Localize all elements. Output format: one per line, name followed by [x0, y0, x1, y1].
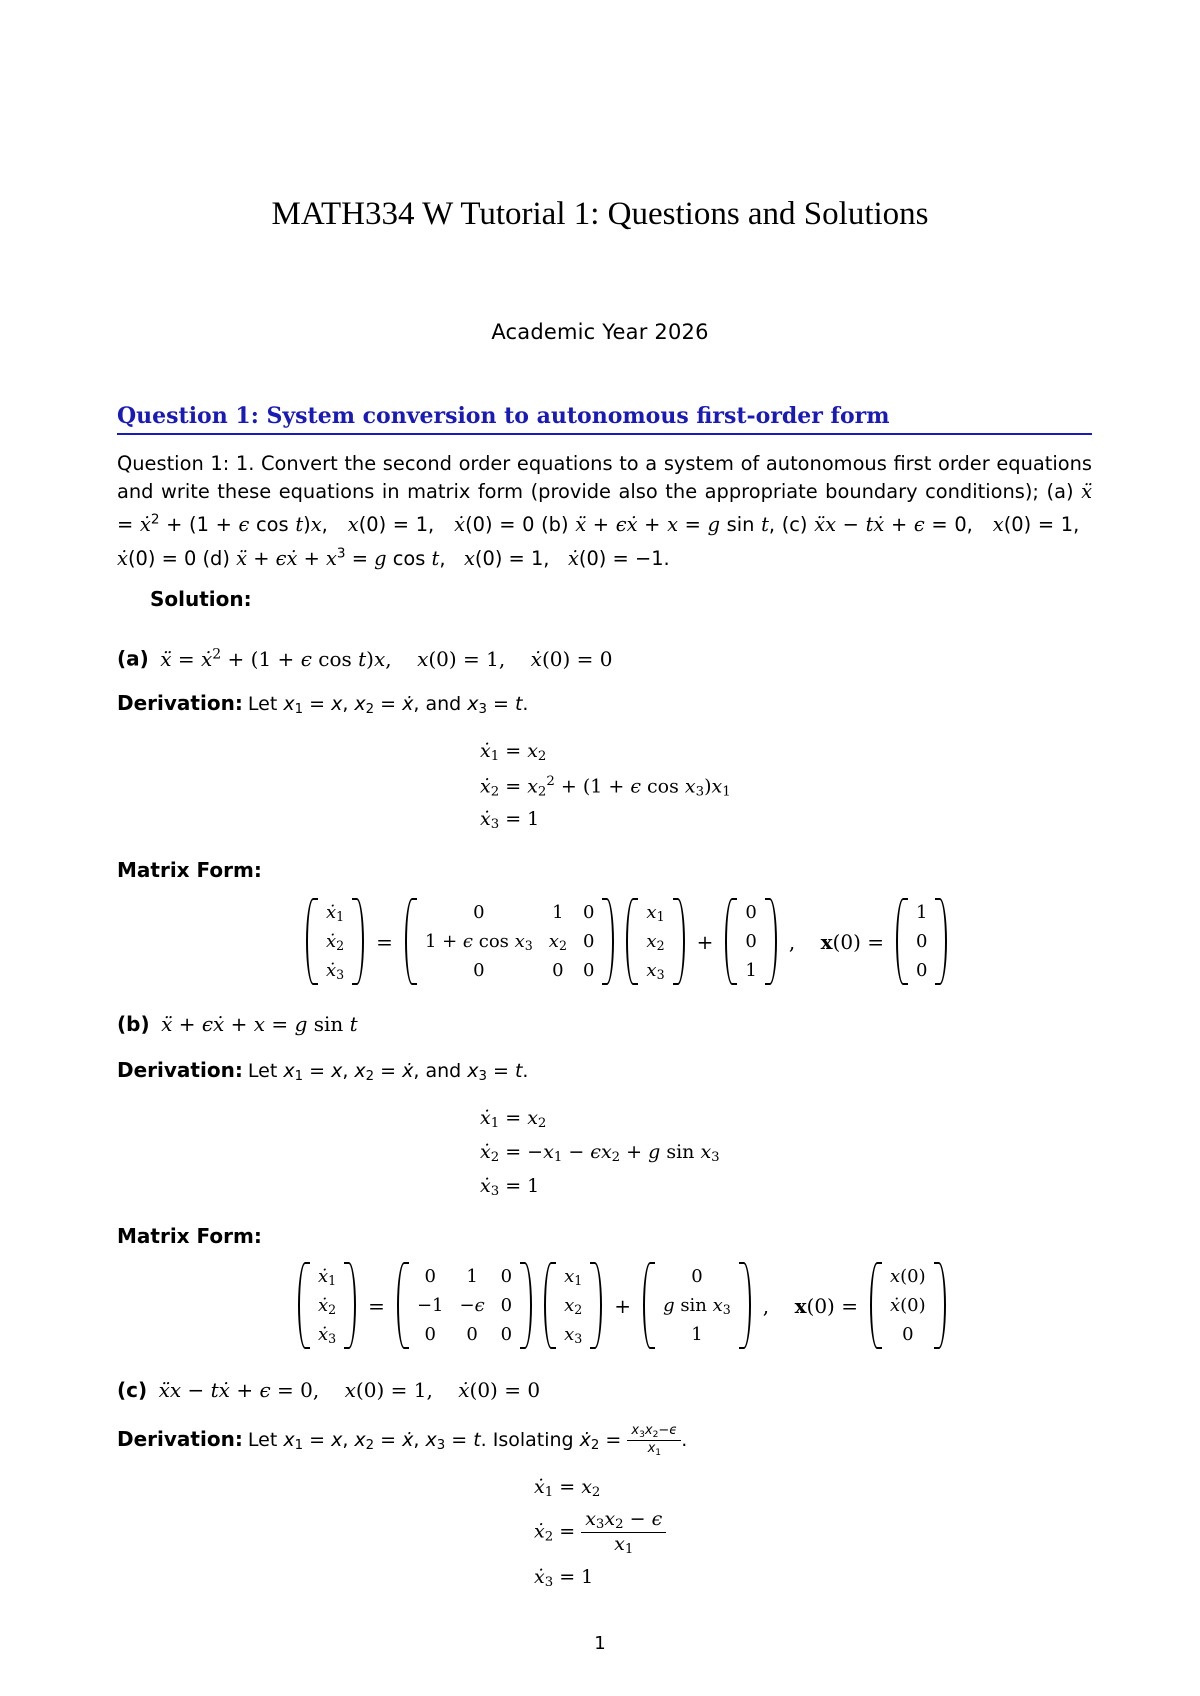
state-vector: $x_1$ $x_2$ $x_3$ [544, 1262, 602, 1349]
part-c-eq3: ẋ$_3$ = 1 [534, 1566, 594, 1590]
part-c-eq1: ẋ$_1$ = $x_2$ [534, 1476, 601, 1500]
initial-condition-vector: 1 0 0 [896, 898, 947, 985]
derivation-text: Let $x_1 = x$, $x_2$ = ẋ, $x_3 = t$. Isolating ẋ$_2$ = $\frac{x_3x_2-\epsilon}{x_1}$ . [247, 1423, 688, 1458]
derivation-label: Derivation: [117, 1058, 243, 1082]
page-subtitle: Academic Year 2026 [491, 320, 709, 344]
part-a-equation: ẍ = ẋ$^2$ + (1 + ϵ cos t)x, x(0) = 1, ẋ(0) = 0 [160, 646, 613, 671]
part-b-matrix-label: Matrix Form: [117, 1224, 262, 1248]
forcing-vector: 0 g $\sin x_3$ 1 [643, 1262, 751, 1349]
part-b-equation: ẍ + ϵẋ + x = g sin t [161, 1012, 358, 1036]
page-title: MATH334 W Tutorial 1: Questions and Solutions [271, 196, 929, 232]
question-text: 1. Convert the second order equations to a system of autonomous first order equations and write these equations in matrix form (provide also the appropriate boundary conditions); (a) [117, 452, 1092, 503]
part-b-heading [117, 1012, 358, 1036]
part-c-equation: ẍx − tẋ + ϵ = 0, x(0) = 1, ẋ(0) = 0 [158, 1378, 541, 1402]
part-c-eq2: ẋ$_2$ = $\frac{x_3x_2 - \epsilon}{x_1}$ [534, 1508, 666, 1557]
solution-label: Solution: [150, 587, 252, 611]
part-b-eq3: ẋ$_3$ = 1 [480, 1175, 540, 1199]
part-a-label: (a) [117, 646, 149, 671]
derivation-text: Let $x_1 = x$, $x_2$ = ẋ, and $x_3 = t$. [247, 1060, 529, 1084]
part-a-derivation [117, 691, 528, 717]
initial-condition-vector: x(0) ẋ(0) 0 [870, 1262, 946, 1349]
derivation-label: Derivation: [117, 1427, 243, 1451]
question-equations: ẍ = ẋ$^2$ + (1 + ϵ cos t)x, x(0) = 1, ẋ(0) = 0 (b) ẍ + ϵẋ + x = g sin t, (c) ẍx − tẋ + ϵ = 0, x(0) = 1, ẋ(0) = 0 (d) ẍ + ϵẋ + $x^3 = g$ cos t, x(0) = 1, ẋ(0) = −1. [117, 480, 1093, 570]
part-b-derivation [117, 1058, 528, 1084]
part-a-eq2: ẋ$_2$ = $x_2^2 + (1 + \epsilon$ $\cos x_3)x_1$ [480, 774, 731, 800]
derivation-label: Derivation: [117, 691, 243, 715]
state-vector: $x_1$ $x_2$ $x_3$ [626, 898, 684, 985]
part-c-derivation [117, 1423, 687, 1458]
part-a-eq1: ẋ$_1$ = $x_2$ [480, 740, 547, 764]
part-b-eq2: ẋ$_2$ = $-x_1 - \epsilon x_2 + g$ $\sin x_3$ [480, 1141, 720, 1165]
part-a-matrix-equation: ẋ$_1$ ẋ$_2$ ẋ$_3$ = 0 1 0 1 + ϵ $\cos x_3$ $x_2$ 0 0 0 0 $x_1$ $x_2$ $x_3$ + 0 0 1 , x(0) = 1 0 0 [306, 898, 947, 985]
part-c-label: (c) [117, 1378, 148, 1402]
question-label: Question 1: [117, 452, 230, 475]
question-paragraph [117, 450, 1092, 573]
part-a-matrix-label: Matrix Form: [117, 858, 262, 882]
section-heading: Question 1: System conversion to autonomous first-order form [117, 403, 1092, 435]
state-derivative-vector: ẋ$_1$ ẋ$_2$ ẋ$_3$ [298, 1262, 356, 1349]
part-b-label: (b) [117, 1012, 150, 1036]
coefficient-matrix: 0 1 0 1 + ϵ $\cos x_3$ $x_2$ 0 0 0 0 [405, 898, 614, 985]
derivation-text: Let $x_1 = x$, $x_2$ = ẋ, and $x_3 = t$. [247, 693, 529, 717]
part-b-eq1: ẋ$_1$ = $x_2$ [480, 1107, 547, 1131]
page-number: 1 [594, 1633, 606, 1654]
part-a-heading [117, 646, 612, 671]
part-a-eq3: ẋ$_3$ = 1 [480, 808, 540, 832]
coefficient-matrix: 0 1 0 −1 −ϵ 0 0 0 0 [397, 1262, 532, 1349]
forcing-vector: 0 0 1 [725, 898, 776, 985]
part-c-heading [117, 1378, 540, 1402]
part-b-matrix-equation: ẋ$_1$ ẋ$_2$ ẋ$_3$ = 0 1 0 −1 −ϵ 0 0 0 0 $x_1$ $x_2$ $x_3$ + 0 g $\sin x_3$ 1 , x(0) = x(0) ẋ(0) 0 [298, 1262, 946, 1349]
state-derivative-vector: ẋ$_1$ ẋ$_2$ ẋ$_3$ [306, 898, 364, 985]
